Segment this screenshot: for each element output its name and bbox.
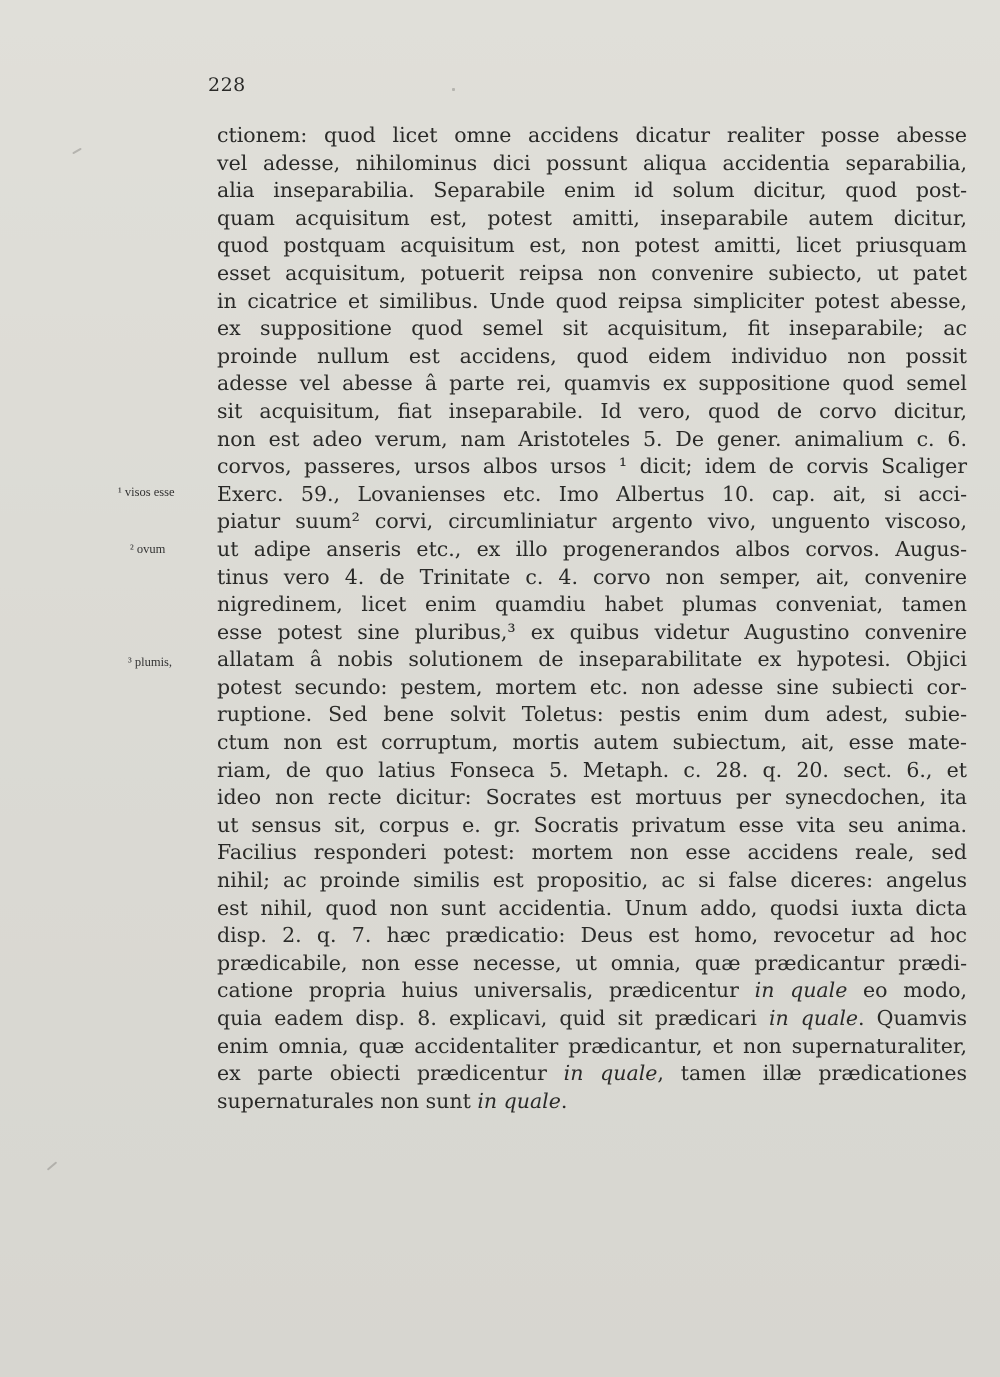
text-line: ut adipe anseris etc., ex illo progenerandos albos corvos. Augus- [217,536,967,561]
text-line: catione propria huius universalis, prædicentur in quale eo modo, [217,978,967,1003]
text-line: adesse vel abesse â parte rei, quamvis ex suppositione quod semel [217,371,967,396]
text-line: enim omnia, quæ accidentaliter prædicantur, et non supernaturaliter, [217,1033,967,1058]
italic-phrase: in quale [477,1088,561,1113]
paper-speck [452,88,455,91]
text-line: allatam â nobis solutionem de inseparabilitate ex hypotesi. Objici [217,647,967,672]
text-line: alia inseparabilia. Separabile enim id solum dicitur, quod post- [217,178,967,203]
page-number: 228 [208,74,246,96]
text-line: corvos, passeres, ursos albos ursos ¹ dicit; idem de corvis Scaliger [217,454,967,479]
text-line: Exerc. 59., Lovanienses etc. Imo Albertus 10. cap. ait, si acci- [217,481,967,506]
paper-speck [72,148,82,155]
text-line: est nihil, quod non sunt accidentia. Unum addo, quodsi iuxta dicta [217,895,967,920]
text-line: ideo non recte dicitur: Socrates est mortuus per synecdochen, ita [217,785,967,810]
text-line: potest secundo: pestem, mortem etc. non adesse sine subiecti cor- [217,674,967,699]
text-line: proinde nullum est accidens, quod eidem individuo non possit [217,343,967,368]
italic-phrase: in quale [563,1061,658,1086]
text-line: Facilius responderi potest: mortem non esse accidens reale, sed [217,840,967,865]
text-line: piatur suum² corvi, circumliniatur argento vivo, unguento viscoso, [217,509,967,534]
text-line: ex parte obiecti prædicentur in quale, tamen illæ prædicationes [217,1061,967,1086]
text-line: nigredinem, licet enim quamdiu habet plumas conveniat, tamen [217,592,967,617]
paper-speck [47,1161,57,1170]
margin-note-3: ³ plumis, [128,655,173,669]
text-line: disp. 2. q. 7. hæc prædicatio: Deus est homo, revocetur ad hoc [217,923,967,948]
italic-phrase: in quale [768,1006,859,1030]
text-line: quia eadem disp. 8. explicavi, quid sit prædicari in quale. Quamvis [217,1006,967,1030]
text-line: quam acquisitum est, potest amitti, inseparabile autem dicitur, [217,205,967,230]
text-line: in cicatrice et similibus. Unde quod reipsa simpliciter potest abesse, [217,288,967,313]
text-line: quod postquam acquisitum est, non potest amitti, licet priusquam [217,233,967,258]
margin-note-1: ¹ visos esse [118,485,175,499]
text-line: prædicabile, non esse necesse, ut omnia, quæ prædicantur prædi- [217,950,967,975]
text-line: ruptione. Sed bene solvit Toletus: pestis enim dum adest, subie- [217,702,967,727]
text-line: tinus vero 4. de Trinitate c. 4. corvo non semper, ait, convenire [217,564,967,589]
text-line: esset acquisitum, potuerit reipsa non convenire subiecto, ut patet [217,260,967,285]
body-text [217,122,967,1115]
text-line: ctum non est corruptum, mortis autem subiectum, ait, esse mate- [217,730,967,755]
text-line: ut sensus sit, corpus e. gr. Socratis privatum esse vita seu anima. [217,812,967,837]
text-line: vel adesse, nihilominus dici possunt aliqua accidentia separabilia, [217,150,967,175]
text-line: sit acquisitum, fiat inseparabile. Id vero, quod de corvo dicitur, [217,398,967,423]
text-line-last: supernaturales non sunt in quale. [217,1088,568,1113]
text-line: ex suppositione quod semel sit acquisitum, fit inseparabile; ac [217,316,967,341]
text-line: esse potest sine pluribus,³ ex quibus videtur Augustino convenire [217,619,967,644]
text-line: ctionem: quod licet omne accidens dicatur realiter posse abesse [217,123,967,147]
italic-phrase: in quale [754,978,848,1003]
text-line: non est adeo verum, nam Aristoteles 5. De gener. animalium c. 6. [217,426,967,451]
text-line: nihil; ac proinde similis est propositio, ac si false diceres: angelus [217,868,967,893]
margin-note-2: ² ovum [130,542,166,556]
text-line: riam, de quo latius Fonseca 5. Metaph. c. 28. q. 20. sect. 6., et [217,757,967,782]
